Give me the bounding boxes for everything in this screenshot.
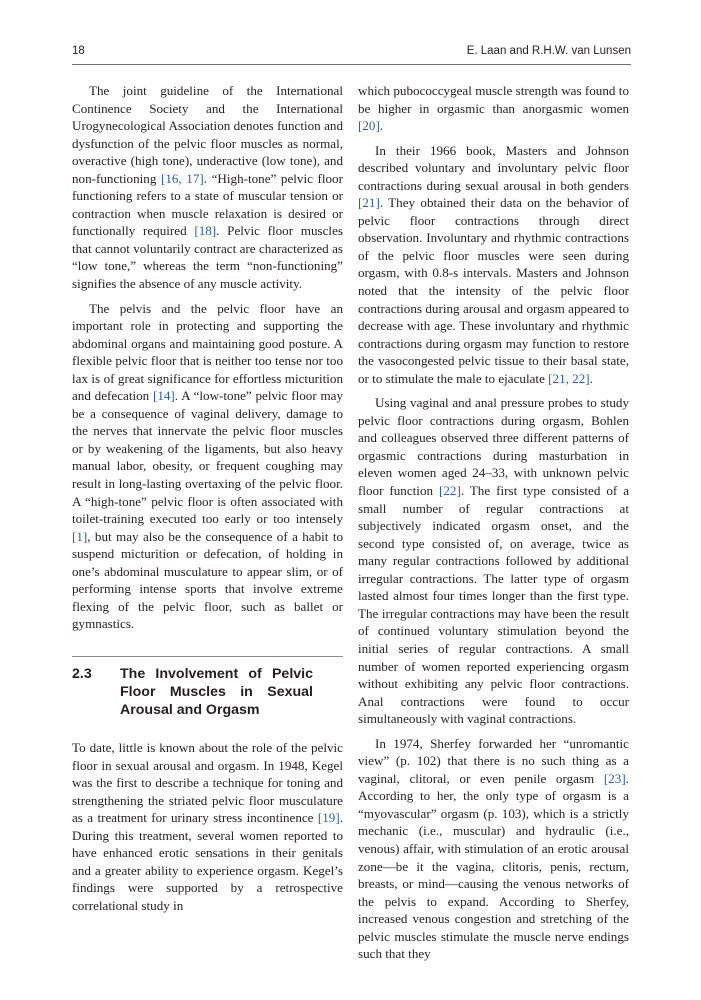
- citation-link[interactable]: [18]: [194, 223, 217, 239]
- paragraph: In their 1966 book, Masters and Johnson described voluntary and involuntary pelvic floor contractions during sexual arousal in both genders [21]. They obtained their data on the behavior of pelvic floor contractions through direct observation. Involuntary and rhythmic contractions of the pelvic floor muscles were seen during orgasm, with 0.8-s intervals. Masters and Johnson noted that the intensity of the pelvic floor contractions during arousal and orgasm appeared to decrease with age. These involuntary and rhythmic contractions during orgasm may function to restore the vasocongested pelvic tissue to their basal state, or to stimulate the male to ejaculate [21, 22].: [358, 142, 629, 386]
- citation-link[interactable]: [19]: [317, 810, 340, 826]
- citation-link[interactable]: [20]: [358, 118, 380, 134]
- paragraph: In 1974, Sherfey forwarded her “unromantic view” (p. 102) that there is no such thing as a vaginal, clitoral, or even penile orgasm [23]. According to her, the only type of orgasm is a “myovascular” orgasm (p. 103), which is a strictly mechanic (i.e., muscular) and hydraulic (i.e., venous) affair, with stimulation of an erotic arousal zone—be it the vagina, clitoris, penis, rectum, breasts, or mind—causing the venous networks of the pelvis to expand. According to Sherfey, increased venous congestion and stretching of the pelvic muscles stimulate the muscle nerve endings such that they: [358, 735, 629, 962]
- section-divider: [72, 656, 343, 657]
- citation-link[interactable]: [21]: [358, 195, 380, 211]
- paragraph: Using vaginal and anal pressure probes to study pelvic floor contractions during orgasm, Bohlen and colleagues observed three different patterns of orgasmic contractions during masturbation in eleven women aged 24–33, with unknown pelvic floor function [22]. The first type consisted of a small number of regular contractions at subjectively indicated orgasm onset, and the second type consisted of, on average, twice as many regular contractions followed by additional irregular contractions. The latter type of orgasm lasted almost four times longer than the first type. The irregular contractions may have been the result of continued voluntary stimulation beyond the initial series of regular contractions. A small number of women reported experiencing orgasm without exhibiting any pelvic floor contractions. Anal contractions were found to occur simultaneously with vaginal contractions.: [358, 395, 630, 727]
- running-header: [72, 42, 631, 64]
- header-divider: [72, 64, 631, 65]
- citation-link[interactable]: [23]: [603, 770, 626, 786]
- section-number: 2.3: [72, 665, 92, 682]
- page-number: 18: [72, 45, 85, 57]
- citation-link[interactable]: [21, 22]: [548, 370, 590, 386]
- right-column: [358, 82, 629, 963]
- paragraph: To date, little is known about the role of the pelvic floor in sexual arousal and orgasm. In 1948, Kegel was the first to describe a technique for toning and strengthening the striated pelvic floor musculature as a treatment for urinary stress incontinence [19]. During this treatment, several women reported to have enhanced erotic sensations in their genitals and a greater ability to experience orgasm. Kegel’s findings were supported by a retrospective correlational study in: [72, 739, 343, 913]
- citation-link[interactable]: [22]: [439, 483, 461, 499]
- running-header-authors: E. Laan and R.H.W. van Lunsen: [466, 45, 631, 57]
- paragraph: The joint guideline of the International Continence Society and the International Urogynecological Association denotes function and dysfunction of the pelvic floor muscles as normal, overactive (high tone), underactive (low tone), and non-functioning [16, 17]. “High-tone” pelvic floor functioning refers to a state of muscular tension or contraction when muscle relaxation is desired or functionally required [18]. Pelvic floor muscles that cannot voluntarily contract are characterized as “low tone,” whereas the term “non-functioning” signifies the absence of any muscle activity.: [72, 83, 343, 292]
- citation-link[interactable]: [14]: [152, 388, 175, 404]
- citation-link[interactable]: [1]: [72, 528, 88, 544]
- citation-link[interactable]: [16, 17]: [160, 170, 204, 186]
- paragraph: which pubococcygeal muscle strength was found to be higher in orgasmic than anorgasmic women [20].: [358, 83, 629, 134]
- section-heading: [72, 665, 343, 719]
- left-column: [72, 82, 343, 914]
- section-title: The Involvement of Pelvic Floor Muscles in Sexual Arousal and Orgasm: [120, 665, 313, 718]
- paragraph: The pelvis and the pelvic floor have an important role in protecting and supporting the abdominal organs and maintaining good posture. A flexible pelvic floor that is neither too tense nor too lax is of great significance for effortless micturition and defecation [14]. A “low-tone” pelvic floor may be a consequence of vaginal delivery, damage to the nerves that innervate the pelvic floor muscles or by weakening of the ligaments, but also heavy manual labor, obesity, or frequent coughing may result in long-lasting overtaxing of the pelvic floor. A “high-tone” pelvic floor is often associated with toilet-training executed too early or too intensely [1], but may also be the consequence of a habit to suspend micturition or defecation, of holding in one’s abdominal musculature to appear slim, or of performing intense sports that involve extreme flexing of the pelvic floor, such as ballet or gymnastics.: [72, 300, 343, 632]
